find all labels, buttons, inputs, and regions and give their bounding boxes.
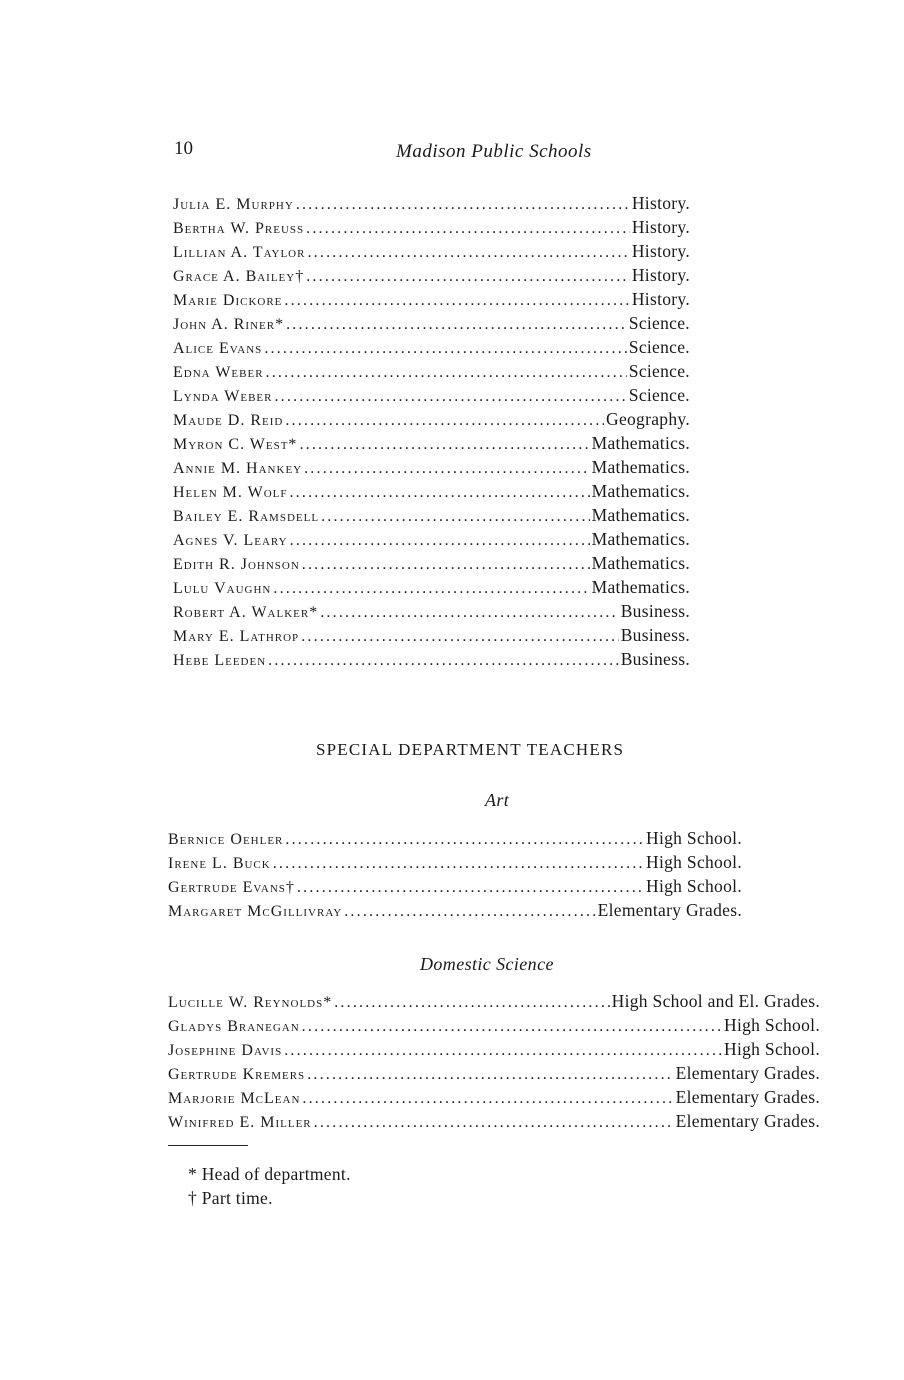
list-item [173, 193, 690, 217]
dot-leader [264, 340, 626, 358]
list-item [173, 577, 690, 601]
list-item [168, 876, 742, 900]
teacher-assignment: Geography. [606, 409, 690, 429]
teacher-name: Lucille W. Reynolds* [168, 994, 333, 1011]
footnote-part-time: † Part time. [188, 1188, 273, 1208]
list-item [173, 481, 690, 505]
footnote-head-of-department: * Head of department. [188, 1164, 351, 1184]
teacher-name: Lillian A. Taylor [173, 244, 306, 261]
teacher-assignment: High School. [646, 876, 742, 896]
dot-leader [290, 532, 590, 550]
dot-leader [306, 220, 630, 238]
list-item [168, 1111, 820, 1135]
list-item [173, 553, 690, 577]
teacher-name: Bertha W. Preuss [173, 220, 305, 237]
list-item [173, 505, 690, 529]
teacher-assignment: History. [631, 193, 690, 213]
teacher-assignment: Science. [628, 337, 690, 357]
list-item [168, 1015, 820, 1039]
list-item [173, 265, 690, 289]
list-item [173, 649, 690, 673]
teacher-assignment: History. [631, 217, 690, 237]
teacher-name: Marjorie McLean [168, 1090, 301, 1107]
teacher-name: Edna Weber [173, 364, 264, 381]
teacher-name: Helen M. Wolf [173, 484, 288, 501]
teacher-assignment: Mathematics. [591, 529, 690, 549]
dot-leader [302, 556, 590, 574]
teacher-assignment: Business. [620, 601, 690, 621]
teacher-name: Winifred E. Miller [168, 1114, 312, 1131]
dot-leader [285, 412, 604, 430]
dot-leader [307, 244, 629, 262]
teacher-assignment: History. [631, 241, 690, 261]
list-item [168, 1039, 820, 1063]
teacher-assignment: High School. [646, 852, 742, 872]
dot-leader [273, 855, 644, 873]
teacher-assignment: Elementary Grades. [675, 1111, 820, 1131]
teacher-name: Robert A. Walker* [173, 604, 319, 621]
teacher-assignment: High School. [724, 1015, 820, 1035]
teacher-name: Marie Dickore [173, 292, 283, 309]
teacher-assignment: Elementary Grades. [597, 900, 742, 920]
dot-leader [297, 879, 644, 897]
dot-leader [284, 1042, 722, 1060]
teacher-name: Lulu Vaughn [173, 580, 272, 597]
teacher-assignment: Science. [628, 385, 690, 405]
dot-leader [334, 994, 609, 1012]
dot-leader [314, 1114, 674, 1132]
dot-leader [302, 1018, 722, 1036]
footnote-rule [168, 1145, 248, 1146]
dot-leader [301, 628, 619, 646]
list-item [173, 289, 690, 313]
list-item [173, 361, 690, 385]
teacher-assignment: Mathematics. [591, 577, 690, 597]
teacher-assignment: Elementary Grades. [675, 1087, 820, 1107]
list-item [173, 625, 690, 649]
teacher-assignment: Science. [628, 313, 690, 333]
section-title: SPECIAL DEPARTMENT TEACHERS [316, 740, 625, 759]
teacher-name: John A. Riner* [173, 316, 285, 333]
teacher-assignment: Mathematics. [591, 457, 690, 477]
teacher-assignment: High School. [646, 828, 742, 848]
teacher-name: Bernice Oehler [168, 831, 284, 848]
teacher-assignment: Mathematics. [591, 433, 690, 453]
teacher-name: Grace A. Bailey† [173, 268, 305, 285]
teacher-name: Annie M. Hankey [173, 460, 303, 477]
teacher-name: Irene L. Buck [168, 855, 271, 872]
list-item [173, 313, 690, 337]
dot-leader [321, 508, 590, 526]
dot-leader [289, 484, 589, 502]
teacher-assignment: High School. [724, 1039, 820, 1059]
teacher-name: Josephine Davis [168, 1042, 283, 1059]
teacher-assignment: Mathematics. [591, 505, 690, 525]
teacher-assignment: History. [631, 265, 690, 285]
dot-leader [302, 1090, 673, 1108]
teacher-name: Mary E. Lathrop [173, 628, 300, 645]
teacher-name: Agnes V. Leary [173, 532, 288, 549]
list-item [173, 241, 690, 265]
dot-leader [306, 268, 630, 286]
list-item [173, 457, 690, 481]
dot-leader [285, 831, 644, 849]
teacher-assignment: Business. [620, 649, 690, 669]
art-heading: Art [485, 790, 510, 810]
dot-leader [286, 316, 627, 334]
teacher-name: Edith R. Johnson [173, 556, 300, 573]
list-item [168, 1063, 820, 1087]
dot-leader [304, 460, 590, 478]
list-item [168, 991, 820, 1015]
list-item [173, 601, 690, 625]
dot-leader [273, 580, 589, 598]
list-item [168, 828, 742, 852]
teacher-name: Lynda Weber [173, 388, 273, 405]
list-item [168, 1087, 820, 1111]
list-item [173, 409, 690, 433]
dot-leader [284, 292, 629, 310]
teacher-name: Gertrude Kremers [168, 1066, 306, 1083]
teacher-name: Hebe Leeden [173, 652, 267, 669]
dot-leader [266, 364, 627, 382]
teacher-name: Myron C. West* [173, 436, 298, 453]
dot-leader [299, 436, 589, 454]
list-item [173, 385, 690, 409]
teacher-name: Bailey E. Ramsdell [173, 508, 320, 525]
dot-leader [268, 652, 619, 670]
list-item [173, 217, 690, 241]
teacher-name: Maude D. Reid [173, 412, 284, 429]
teacher-name: Margaret McGillivray [168, 903, 343, 920]
teacher-assignment: Elementary Grades. [675, 1063, 820, 1083]
teacher-assignment: Mathematics. [591, 481, 690, 501]
list-item [173, 337, 690, 361]
dot-leader [274, 388, 626, 406]
list-item [168, 852, 742, 876]
teacher-assignment: History. [631, 289, 690, 309]
teacher-assignment: Business. [620, 625, 690, 645]
running-title: Madison Public Schools [396, 141, 592, 162]
list-item [173, 529, 690, 553]
list-item [173, 433, 690, 457]
teacher-name: Gertrude Evans† [168, 879, 295, 896]
teacher-assignment: High School and El. Grades. [611, 991, 820, 1011]
teacher-name: Gladys Branegan [168, 1018, 300, 1035]
dot-leader [307, 1066, 673, 1084]
page-number: 10 [174, 138, 193, 159]
teacher-name: Julia E. Murphy [173, 196, 294, 213]
dot-leader [320, 604, 618, 622]
dot-leader [344, 903, 595, 921]
teacher-assignment: Mathematics. [591, 553, 690, 573]
dot-leader [296, 196, 630, 214]
teacher-name: Alice Evans [173, 340, 263, 357]
list-item [168, 900, 742, 924]
teacher-assignment: Science. [628, 361, 690, 381]
domestic-science-heading: Domestic Science [420, 954, 554, 974]
